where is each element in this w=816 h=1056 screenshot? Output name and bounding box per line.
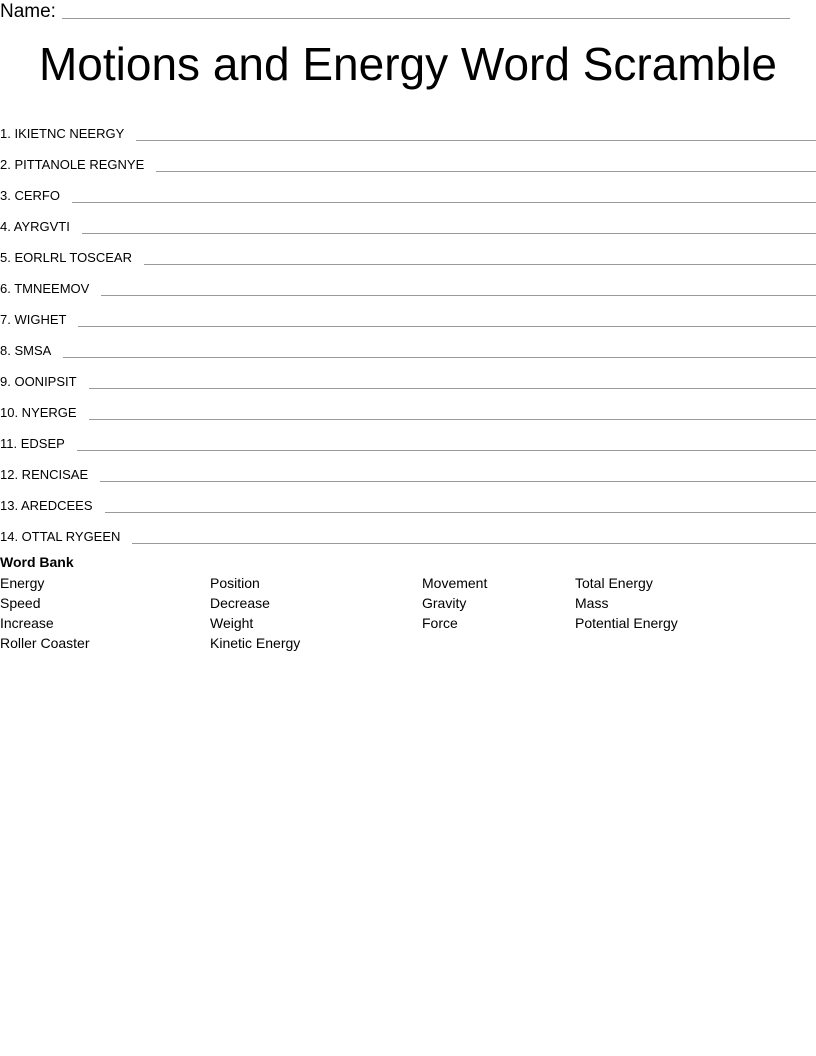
scramble-item (0, 484, 816, 515)
answer-line[interactable] (100, 481, 816, 482)
word-bank-item: Kinetic Energy (210, 635, 301, 651)
scramble-word: 11. EDSEP (0, 436, 65, 451)
word-bank-item: Force (422, 615, 458, 631)
scramble-word: 5. EORLRL TOSCEAR (0, 250, 132, 265)
scramble-word: 4. AYRGVTI (0, 219, 70, 234)
word-bank-item: Mass (575, 595, 609, 611)
scramble-word: 13. AREDCEES (0, 498, 93, 513)
scramble-item (0, 174, 816, 205)
word-bank-item: Speed (0, 595, 41, 611)
scramble-word: 2. PITTANOLE REGNYE (0, 157, 145, 172)
scramble-word: 7. WIGHET (0, 312, 67, 327)
scramble-item (0, 205, 816, 236)
word-bank-item: Position (210, 575, 260, 591)
answer-line[interactable] (72, 202, 816, 203)
scramble-list (0, 112, 816, 546)
answer-line[interactable] (132, 543, 816, 544)
word-bank-item: Movement (422, 575, 488, 591)
answer-line[interactable] (89, 388, 816, 389)
scramble-word: 10. NYERGE (0, 405, 77, 420)
word-bank-item: Potential Energy (575, 615, 678, 631)
scramble-item (0, 422, 816, 453)
word-bank (0, 553, 816, 653)
scramble-word: 14. OTTAL RYGEEN (0, 529, 121, 544)
word-bank-item: Increase (0, 615, 54, 631)
answer-line[interactable] (78, 326, 816, 327)
name-blank-line (62, 17, 790, 19)
scramble-word: 1. IKIETNC NEERGY (0, 126, 125, 141)
scramble-item (0, 143, 816, 174)
word-bank-item: Roller Coaster (0, 635, 90, 651)
scramble-item (0, 360, 816, 391)
scramble-word: 3. CERFO (0, 188, 60, 203)
word-bank-item: Decrease (210, 595, 270, 611)
answer-line[interactable] (105, 512, 816, 513)
name-label: Name: (0, 1, 56, 22)
scramble-item (0, 515, 816, 546)
scramble-word: 9. OONIPSIT (0, 374, 77, 389)
answer-line[interactable] (63, 357, 816, 358)
scramble-item (0, 236, 816, 267)
scramble-item (0, 112, 816, 143)
word-bank-item: Total Energy (575, 575, 653, 591)
answer-line[interactable] (77, 450, 816, 451)
worksheet-title: Motions and Energy Word Scramble (38, 38, 778, 90)
answer-line[interactable] (136, 140, 816, 141)
word-bank-item: Gravity (422, 595, 467, 611)
scramble-word: 12. RENCISAE (0, 467, 89, 482)
name-row (0, 0, 790, 22)
scramble-item (0, 298, 816, 329)
answer-line[interactable] (156, 171, 816, 172)
word-bank-title: Word Bank (0, 554, 74, 570)
word-bank-item: Energy (0, 575, 45, 591)
scramble-item (0, 391, 816, 422)
scramble-word: 6. TMNEEMOV (0, 281, 90, 296)
answer-line[interactable] (82, 233, 816, 234)
word-bank-grid (0, 573, 816, 653)
scramble-item (0, 329, 816, 360)
scramble-item (0, 453, 816, 484)
word-bank-item: Weight (210, 615, 254, 631)
scramble-item (0, 267, 816, 298)
answer-line[interactable] (101, 295, 816, 296)
answer-line[interactable] (144, 264, 816, 265)
answer-line[interactable] (89, 419, 816, 420)
scramble-word: 8. SMSA (0, 343, 52, 358)
